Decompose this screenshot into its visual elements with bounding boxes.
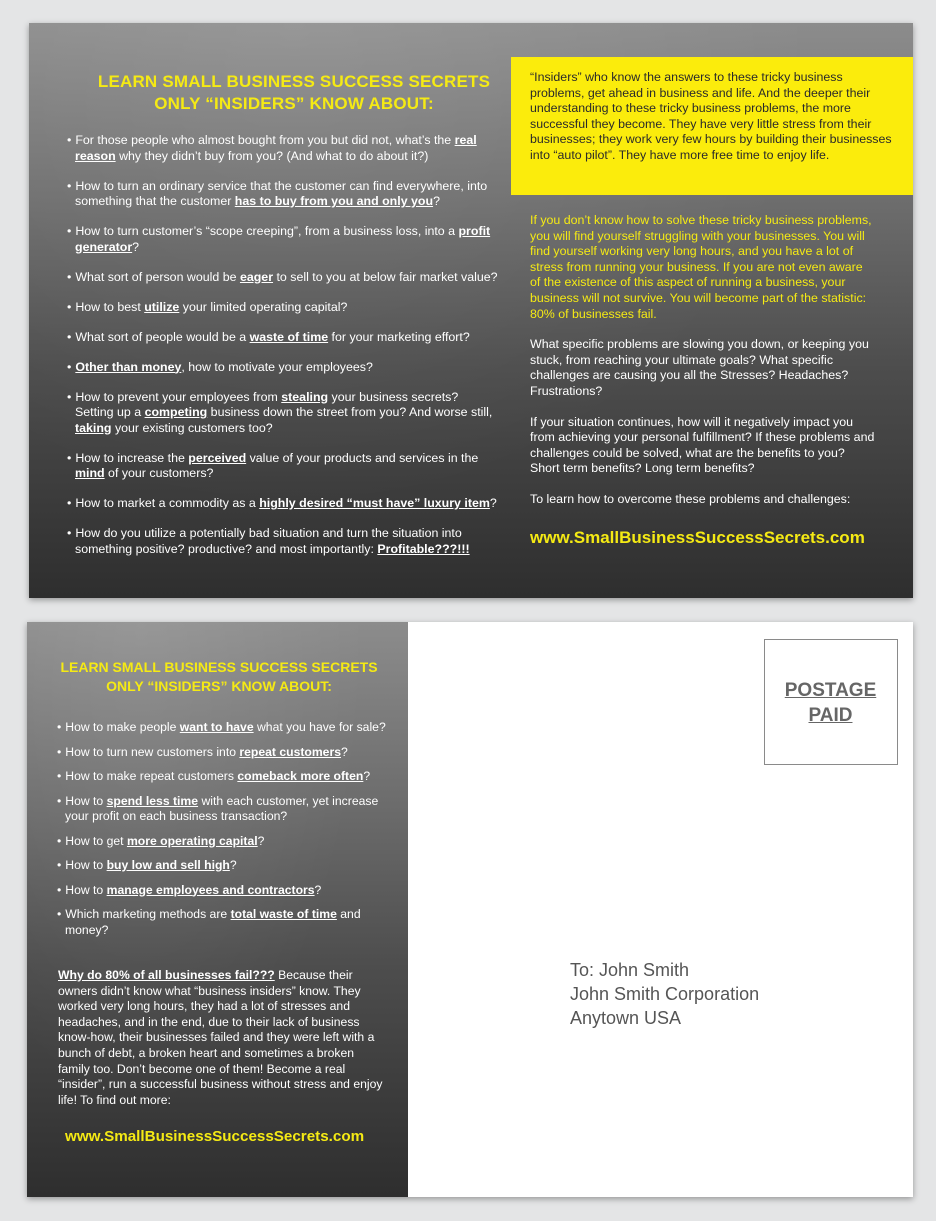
list-item: • How to buy low and sell high?: [57, 858, 387, 874]
list-item: • For those people who almost bought from you but did not, what’s the real reason why they didn’t buy from you? (And what to do about it?): [67, 133, 499, 164]
insiders-callout-box: “Insiders” who know the answers to these tricky business problems, get ahead in business and life. And the deeper their understanding to these tricky business problems, the more successful they become. They have very little stress from their businesses; they work very few hours by building their businesses into “auto pilot”. They have more free time to enjoy life.: [511, 57, 913, 195]
list-item: • How to turn new customers into repeat customers?: [57, 745, 387, 761]
list-item: • How do you utilize a potentially bad situation and turn the situation into something positive? productive? and most importantly: Profitable???!!!: [67, 526, 499, 557]
front-heading: LEARN SMALL BUSINESS SUCCESS SECRETS ONLY “INSIDERS” KNOW ABOUT:: [97, 72, 491, 113]
list-item: • How to increase the perceived value of your products and services in the mind of your customers?: [67, 451, 499, 482]
impact-paragraph: If your situation continues, how will it negatively impact you from achieving your personal fulfillment? If these problems and challenges could be solved, what are the benefits to you? Short term benefits? Long term benefits?: [530, 414, 875, 476]
list-item: • How to turn an ordinary service that the customer can find everywhere, into something that the customer has to buy from you and only you?: [67, 179, 499, 210]
back-heading: LEARN SMALL BUSINESS SUCCESS SECRETS ONLY “INSIDERS” KNOW ABOUT:: [60, 659, 378, 694]
postcard-back: [27, 622, 913, 1197]
call-to-action-text: To learn how to overcome these problems and challenges:: [530, 491, 851, 506]
postage-paid-label: POSTAGE PAID: [784, 680, 877, 726]
list-item: • What sort of person would be eager to sell to you at below fair market value?: [67, 270, 499, 286]
address-recipient: To: John Smith: [570, 960, 690, 980]
website-link[interactable]: www.SmallBusinessSuccessSecrets.com: [65, 1128, 365, 1145]
list-item: • How to prevent your employees from stealing your business secrets? Setting up a competing business down the street from you? And worse still, taking your existing customers too?: [67, 390, 499, 437]
why-fail-paragraph: Why do 80% of all businesses fail??? Because their owners didn’t know what “business insiders” know. They worked very long hours, they had a lot of stresses and headaches, and in the end, due to their lack of business know-how, their businesses failed and they were left with a bunch of debt, a broken heart and sometimes a broken family too. Don’t become one of them! Become a real “insider”, run a successful business without stress and enjoy life! To find out more:: [58, 968, 383, 1107]
list-item: • How to best utilize your limited operating capital?: [67, 300, 499, 316]
postcard-front: [29, 23, 913, 598]
mailing-address: [570, 958, 759, 1030]
front-question-list: [67, 133, 499, 572]
back-question-list: [57, 720, 387, 947]
list-item: • How to turn customer’s “scope creeping”, from a business loss, into a profit generator?: [67, 224, 499, 255]
website-link[interactable]: www.SmallBusinessSuccessSecrets.com: [530, 528, 865, 547]
address-city: Anytown USA: [570, 1008, 682, 1028]
list-item: • How to make people want to have what you have for sale?: [57, 720, 387, 736]
warning-paragraph: If you don’t know how to solve these tricky business problems, you will find yourself struggling with your businesses. You will find yourself working very long hours, and you have a lot of stress from running your business. If you are not even aware of the existence of this aspect of running a business, your business will not survive. You will become part of the statistic: 80% of businesses fail.: [530, 213, 872, 321]
postage-stamp-box: [764, 639, 898, 765]
list-item: • Which marketing methods are total waste of time and money?: [57, 907, 387, 938]
list-item: • How to market a commodity as a highly desired “must have” luxury item?: [67, 496, 499, 512]
back-left-panel: [27, 622, 408, 1197]
problems-paragraph: What specific problems are slowing you down, or keeping you stuck, from reaching your ultimate goals? What specific challenges are causing you all the Stresses? Headaches? Frustrations?: [530, 337, 869, 398]
list-item: • How to manage employees and contractors?: [57, 883, 387, 899]
list-item: • Other than money, how to motivate your employees?: [67, 360, 499, 376]
front-right-column: [530, 213, 876, 523]
list-item: • How to spend less time with each customer, yet increase your profit on each business transaction?: [57, 794, 387, 825]
list-item: • How to get more operating capital?: [57, 834, 387, 850]
list-item: • What sort of people would be a waste of time for your marketing effort?: [67, 330, 499, 346]
address-company: John Smith Corporation: [570, 984, 760, 1004]
list-item: • How to make repeat customers comeback more often?: [57, 769, 387, 785]
